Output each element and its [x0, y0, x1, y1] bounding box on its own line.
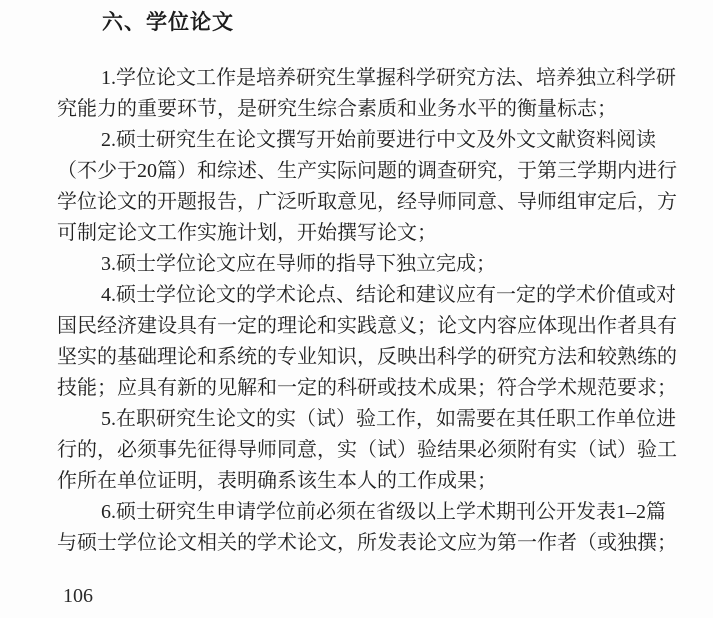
body-text-line: 4.硕士学位论文的学术论点、结论和建议应有一定的学术价值或对 [101, 284, 676, 306]
body-text-line: （不少于20篇）和综述、生产实际问题的调查研究，于第三学期内进行 [57, 160, 677, 182]
body-text-line: 学位论文的开题报告，广泛听取意见，经导师同意、导师组审定后，方 [57, 191, 677, 213]
body-text-block [57, 63, 677, 559]
body-text-line: 5.在职研究生论文的实（试）验工作，如需要在其任职工作单位进 [101, 408, 676, 430]
body-text-line: 国民经济建设具有一定的理论和实践意义；论文内容应体现出作者具有 [57, 315, 677, 337]
body-text-line: 技能；应具有新的见解和一定的科研或技术成果；符合学术规范要求； [57, 377, 677, 399]
page-number: 106 [63, 585, 93, 607]
body-text-line: 可制定论文工作实施计划，开始撰写论文； [57, 222, 437, 244]
body-text-line: 3.硕士学位论文应在导师的指导下独立完成； [101, 253, 496, 275]
body-text-line: 2.硕士研究生在论文撰写开始前要进行中文及外文文献资料阅读 [101, 129, 656, 151]
body-text-line: 究能力的重要环节，是研究生综合素质和业务水平的衡量标志； [57, 98, 617, 120]
body-text-line: 6.硕士研究生申请学位前必须在省级以上学术期刊公开发表1–2篇 [101, 501, 666, 523]
section-heading: 六、学位论文 [102, 11, 234, 34]
body-text-line: 行的，必须事先征得导师同意，实（试）验结果必须附有实（试）验工 [57, 439, 677, 461]
body-text-line: 与硕士学位论文相关的学术论文，所发表论文应为第一作者（或独撰； [57, 532, 677, 554]
body-text-line: 坚实的基础理论和系统的专业知识，反映出科学的研究方法和较熟练的 [57, 346, 677, 368]
body-text-line: 作所在单位证明，表明确系该生本人的工作成果； [57, 470, 497, 492]
body-text-line: 1.学位论文工作是培养研究生掌握科学研究方法、培养独立科学研 [101, 67, 676, 89]
